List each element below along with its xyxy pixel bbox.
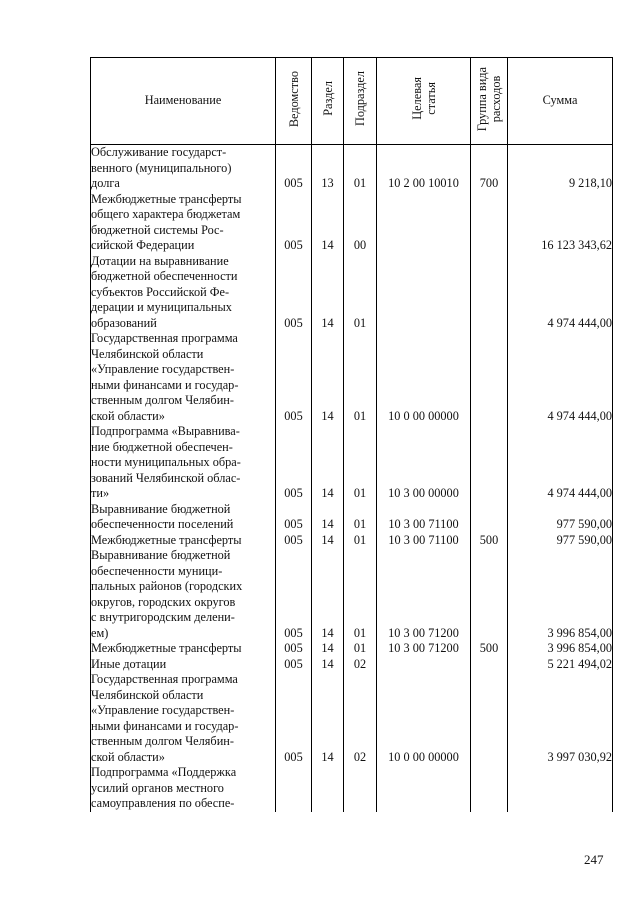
table-row (91, 145, 613, 192)
cell-podrazdel (344, 765, 377, 812)
cell-podrazdel: 01 (344, 548, 377, 641)
cell-celevaya-statya: 10 0 00 00000 (377, 672, 471, 765)
cell-podrazdel: 01 (344, 502, 377, 533)
cell-vedomstvo: 005 (276, 331, 312, 424)
table-row (91, 331, 613, 424)
cell-razdel: 14 (312, 533, 344, 549)
cell-name: Выравнивание бюджетной обеспеченности муници- пальных районов (городских округов, городских округов с внутригородским делени- ем) (91, 548, 276, 641)
cell-gruppa: 700 (471, 145, 508, 192)
cell-gruppa (471, 192, 508, 254)
cell-summa: 3 996 854,00 (508, 641, 613, 657)
table-row (91, 502, 613, 533)
cell-gruppa (471, 254, 508, 332)
cell-vedomstvo (276, 765, 312, 812)
table-row (91, 192, 613, 254)
header-razdel: Раздел (312, 58, 344, 145)
cell-podrazdel: 00 (344, 192, 377, 254)
cell-gruppa (471, 765, 508, 812)
table-row (91, 657, 613, 673)
cell-podrazdel: 01 (344, 331, 377, 424)
page-number: 247 (584, 852, 604, 867)
cell-vedomstvo: 005 (276, 424, 312, 502)
cell-name: Межбюджетные трансферты (91, 641, 276, 657)
cell-podrazdel: 01 (344, 533, 377, 549)
cell-podrazdel: 02 (344, 672, 377, 765)
cell-gruppa (471, 672, 508, 765)
cell-celevaya-statya: 10 3 00 71200 (377, 641, 471, 657)
cell-name: Подпрограмма «Выравнива- ние бюджетной обеспечен- ности муниципальных обра- зований Челябинской облас- ти» (91, 424, 276, 502)
header-name: Наименование (91, 58, 276, 145)
cell-summa: 4 974 444,00 (508, 331, 613, 424)
cell-razdel: 13 (312, 145, 344, 192)
cell-razdel (312, 765, 344, 812)
cell-vedomstvo: 005 (276, 502, 312, 533)
cell-razdel: 14 (312, 502, 344, 533)
cell-vedomstvo: 005 (276, 192, 312, 254)
budget-table (90, 57, 613, 812)
cell-podrazdel: 01 (344, 424, 377, 502)
header-celevaya-statya: Целевая статья (377, 58, 471, 145)
cell-summa (508, 765, 613, 812)
cell-razdel: 14 (312, 331, 344, 424)
cell-podrazdel: 01 (344, 145, 377, 192)
cell-celevaya-statya: 10 3 00 00000 (377, 424, 471, 502)
cell-name: Выравнивание бюджетной обеспеченности поселений (91, 502, 276, 533)
cell-celevaya-statya (377, 254, 471, 332)
cell-celevaya-statya: 10 2 00 10010 (377, 145, 471, 192)
table-row (91, 672, 613, 765)
cell-gruppa (471, 331, 508, 424)
cell-name: Государственная программа Челябинской области «Управление государствен- ными финансами и государ- ственным долгом Челябин- ской области» (91, 672, 276, 765)
cell-razdel: 14 (312, 192, 344, 254)
cell-vedomstvo: 005 (276, 548, 312, 641)
cell-podrazdel: 02 (344, 657, 377, 673)
cell-podrazdel: 01 (344, 641, 377, 657)
cell-vedomstvo: 005 (276, 533, 312, 549)
cell-razdel: 14 (312, 672, 344, 765)
cell-name: Межбюджетные трансферты общего характера бюджетам бюджетной системы Рос- сийской Федерации (91, 192, 276, 254)
cell-razdel: 14 (312, 548, 344, 641)
table-row (91, 765, 613, 812)
cell-gruppa (471, 424, 508, 502)
cell-summa: 16 123 343,62 (508, 192, 613, 254)
cell-celevaya-statya: 10 3 00 71100 (377, 502, 471, 533)
cell-celevaya-statya: 10 3 00 71200 (377, 548, 471, 641)
cell-celevaya-statya (377, 192, 471, 254)
table-row (91, 424, 613, 502)
cell-podrazdel: 01 (344, 254, 377, 332)
cell-gruppa: 500 (471, 533, 508, 549)
cell-gruppa (471, 657, 508, 673)
cell-gruppa (471, 502, 508, 533)
cell-razdel: 14 (312, 641, 344, 657)
cell-celevaya-statya (377, 765, 471, 812)
cell-celevaya-statya: 10 0 00 00000 (377, 331, 471, 424)
cell-summa: 4 974 444,00 (508, 424, 613, 502)
cell-razdel: 14 (312, 254, 344, 332)
cell-vedomstvo: 005 (276, 145, 312, 192)
table-row (91, 548, 613, 641)
table-row (91, 254, 613, 332)
cell-celevaya-statya: 10 3 00 71100 (377, 533, 471, 549)
cell-vedomstvo: 005 (276, 672, 312, 765)
header-vedomstvo: Ведомство (276, 58, 312, 145)
cell-gruppa: 500 (471, 641, 508, 657)
cell-summa: 9 218,10 (508, 145, 613, 192)
cell-vedomstvo: 005 (276, 657, 312, 673)
header-gruppa-vida-rashodov: Группа вида расходов (471, 58, 508, 145)
table-row (91, 533, 613, 549)
cell-celevaya-statya (377, 657, 471, 673)
cell-summa: 977 590,00 (508, 533, 613, 549)
cell-name: Государственная программа Челябинской области «Управление государствен- ными финансами и государ- ственным долгом Челябин- ской области» (91, 331, 276, 424)
cell-summa: 5 221 494,02 (508, 657, 613, 673)
cell-vedomstvo: 005 (276, 641, 312, 657)
cell-gruppa (471, 548, 508, 641)
table-header-row (91, 58, 613, 145)
cell-vedomstvo: 005 (276, 254, 312, 332)
header-podrazdel: Подраздел (344, 58, 377, 145)
cell-name: Межбюджетные трансферты (91, 533, 276, 549)
cell-name: Подпрограмма «Поддержка усилий органов местного самоуправления по обеспе- (91, 765, 276, 812)
table-row (91, 641, 613, 657)
cell-summa: 4 974 444,00 (508, 254, 613, 332)
cell-summa: 3 997 030,92 (508, 672, 613, 765)
cell-summa: 977 590,00 (508, 502, 613, 533)
cell-razdel: 14 (312, 424, 344, 502)
cell-summa: 3 996 854,00 (508, 548, 613, 641)
cell-name: Обслуживание государст- венного (муниципального) долга (91, 145, 276, 192)
cell-razdel: 14 (312, 657, 344, 673)
header-summa: Сумма (508, 58, 613, 145)
cell-name: Иные дотации (91, 657, 276, 673)
cell-name: Дотации на выравнивание бюджетной обеспеченности субъектов Российской Фе- дерации и муниципальных образований (91, 254, 276, 332)
